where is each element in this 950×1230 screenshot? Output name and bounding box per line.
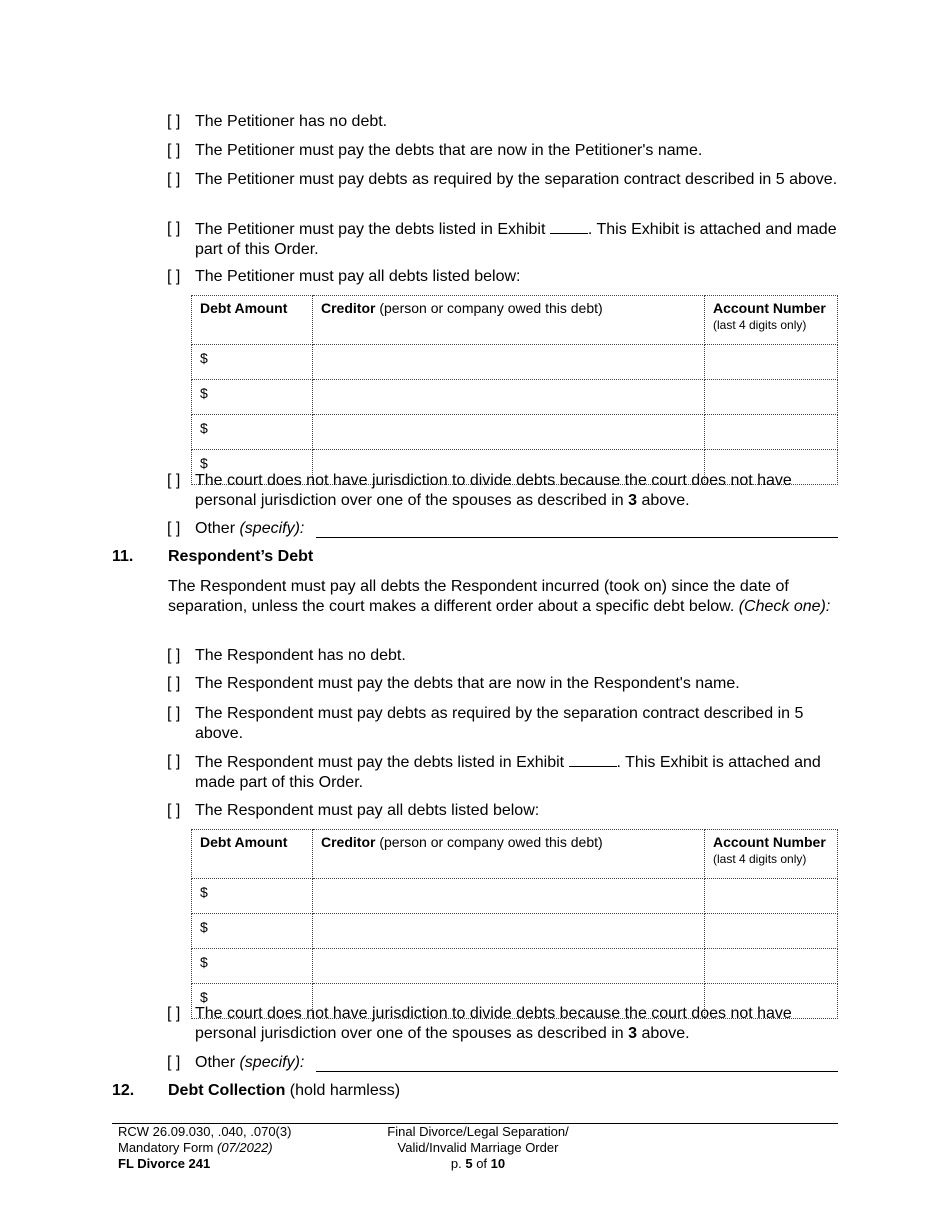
footer-center [358, 1124, 598, 1172]
header-debt-amount: Debt Amount [192, 830, 313, 879]
table-row [192, 345, 838, 380]
section-number: 11. [112, 548, 134, 565]
respondent-option-listed-below [167, 801, 838, 821]
option-text: The Respondent must pay all debts listed below: [195, 802, 540, 819]
other-specify-line[interactable] [316, 537, 838, 538]
checkbox[interactable]: [ ] [167, 113, 181, 130]
table-row [192, 949, 838, 984]
checkbox[interactable]: [ ] [167, 472, 181, 489]
checkbox[interactable]: [ ] [167, 675, 181, 692]
checkbox[interactable]: [ ] [167, 142, 181, 159]
checkbox[interactable]: [ ] [167, 753, 181, 770]
respondent-debt-table [191, 829, 838, 1019]
table-header-row [192, 296, 838, 345]
respondent-option-no-jurisdiction [167, 1004, 838, 1044]
option-text: The Respondent must pay the debts that are now in the Respondent's name. [195, 675, 740, 692]
petitioner-option-other [167, 519, 838, 539]
footer-form-id: FL Divorce 241 [118, 1156, 211, 1171]
option-text: Other (specify): [195, 1054, 305, 1071]
checkbox[interactable]: [ ] [167, 802, 181, 819]
debt-amount-cell[interactable]: $ [192, 415, 313, 450]
account-number-cell[interactable] [705, 345, 838, 380]
debt-amount-cell[interactable]: $ [192, 914, 313, 949]
account-number-cell[interactable] [705, 879, 838, 914]
creditor-cell[interactable] [313, 914, 705, 949]
petitioner-option-listed-below [167, 267, 838, 287]
option-text: The Petitioner must pay debts as required by the separation contract described in 5 above. [195, 171, 838, 188]
creditor-cell[interactable] [313, 879, 705, 914]
petitioner-debt-table [191, 295, 838, 485]
debt-amount-cell[interactable]: $ [192, 450, 313, 485]
checkbox[interactable]: [ ] [167, 1005, 181, 1022]
section-number: 12. [112, 1082, 135, 1099]
exhibit-blank[interactable] [550, 219, 588, 234]
option-text: The Petitioner must pay all debts listed below: [195, 268, 521, 285]
header-account-number: Account Number (last 4 digits only) [705, 296, 838, 345]
petitioner-option-exhibit [167, 219, 838, 260]
checkbox[interactable]: [ ] [167, 268, 181, 285]
exhibit-blank[interactable] [569, 752, 617, 767]
footer-rcw: RCW 26.09.030, .040, .070(3) [118, 1124, 292, 1139]
header-creditor: Creditor (person or company owed this debt) [313, 296, 705, 345]
footer-title-line1: Final Divorce/Legal Separation/ [387, 1124, 569, 1139]
section-title: Debt Collection (hold harmless) [168, 1082, 401, 1099]
petitioner-option-no-debt [167, 112, 838, 132]
checkbox[interactable]: [ ] [167, 220, 181, 237]
creditor-cell[interactable] [313, 345, 705, 380]
checkbox[interactable]: [ ] [167, 705, 181, 722]
account-number-cell[interactable] [705, 380, 838, 415]
debt-amount-cell[interactable]: $ [192, 345, 313, 380]
other-specify-line[interactable] [316, 1071, 838, 1072]
petitioner-option-no-jurisdiction [167, 471, 838, 511]
header-account-number: Account Number (last 4 digits only) [705, 830, 838, 879]
checkbox[interactable]: [ ] [167, 1054, 181, 1071]
table-row [192, 415, 838, 450]
footer-mandatory: Mandatory Form (07/2022) [118, 1140, 273, 1155]
creditor-cell[interactable] [313, 380, 705, 415]
respondent-option-exhibit [167, 752, 838, 793]
option-text: Other (specify): [195, 520, 305, 537]
respondent-option-other [167, 1053, 838, 1073]
option-text: The Respondent has no debt. [195, 647, 406, 664]
checkbox[interactable]: [ ] [167, 647, 181, 664]
option-text: The Respondent must pay the debts listed in Exhibit . This Exhibit is attached and made part of this Order. [195, 754, 821, 791]
footer-page-number: p. 5 of 10 [450, 1156, 506, 1171]
checkbox[interactable]: [ ] [167, 520, 181, 537]
creditor-cell[interactable] [313, 415, 705, 450]
table-row [192, 914, 838, 949]
debt-amount-cell[interactable]: $ [192, 949, 313, 984]
respondent-option-own-name [167, 674, 838, 694]
debt-amount-cell[interactable]: $ [192, 984, 313, 1019]
footer-left [118, 1124, 291, 1172]
option-text: The Petitioner has no debt. [195, 113, 388, 130]
option-text: The Petitioner must pay the debts that are now in the Petitioner's name. [195, 142, 703, 159]
footer-title-line2: Valid/Invalid Marriage Order [397, 1140, 559, 1155]
section-intro: The Respondent must pay all debts the Respondent incurred (took on) since the date of separation, unless the court makes a different order about a specific debt below. (Check one): [168, 578, 831, 615]
table-row [192, 879, 838, 914]
account-number-cell[interactable] [705, 914, 838, 949]
table-row [192, 380, 838, 415]
petitioner-option-own-name [167, 141, 838, 161]
account-number-cell[interactable] [705, 415, 838, 450]
option-text: The court does not have jurisdiction to divide debts because the court does not have personal jurisdiction over one of the spouses as described in 3 above. [195, 1005, 792, 1042]
respondent-option-no-debt [167, 646, 838, 666]
debt-amount-cell[interactable]: $ [192, 380, 313, 415]
table-header-row [192, 830, 838, 879]
debt-amount-cell[interactable]: $ [192, 879, 313, 914]
header-creditor: Creditor (person or company owed this debt) [313, 830, 705, 879]
header-debt-amount: Debt Amount [192, 296, 313, 345]
respondent-option-separation-contract [167, 704, 838, 744]
creditor-cell[interactable] [313, 949, 705, 984]
option-text: The Respondent must pay debts as required by the separation contract described in 5 above. [195, 705, 804, 742]
option-text: The court does not have jurisdiction to divide debts because the court does not have personal jurisdiction over one of the spouses as described in 3 above. [195, 472, 792, 509]
petitioner-option-separation-contract [167, 170, 838, 190]
section-title: Respondent’s Debt [168, 548, 314, 565]
option-text: The Petitioner must pay the debts listed in Exhibit . This Exhibit is attached and made part of this Order. [195, 221, 837, 258]
account-number-cell[interactable] [705, 949, 838, 984]
checkbox[interactable]: [ ] [167, 171, 181, 188]
